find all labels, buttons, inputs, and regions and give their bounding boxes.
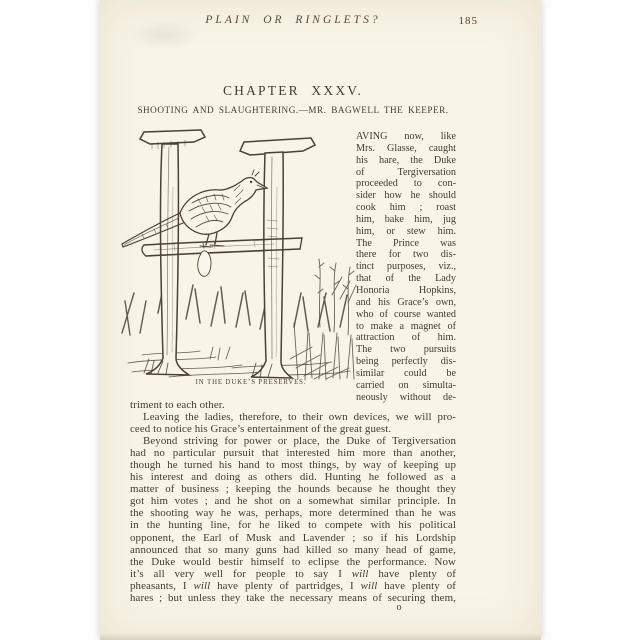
book-page — [100, 0, 541, 640]
letter-h-left-post — [140, 130, 205, 375]
column-line: him, or stew him. — [356, 225, 456, 237]
body-line: hares ; but unless they take the necessary means of securing them, — [130, 591, 456, 604]
chapter-subtitle: SHOOTING AND SLAUGHTERING.—MR. BAGWELL THE KEEPER. — [137, 105, 449, 115]
column-line: cook him ; roast — [356, 202, 456, 214]
column-line: that of the Lady — [356, 273, 456, 285]
column-line: tinct purposes, viz., — [356, 261, 456, 273]
body-text — [130, 399, 456, 604]
column-line: AVING now, like — [356, 131, 456, 142]
body-line: Beyond striving for power or place, the Duke of Tergiversation — [143, 435, 456, 448]
body-line: announced that so many guns had killed so many head of game, — [130, 543, 456, 556]
column-line: The two pursuits — [356, 344, 456, 356]
column-line: to make a magnet of — [356, 320, 456, 332]
body-line: matter of business ; keeping the hounds because he thought they — [130, 483, 456, 496]
ground-sketch — [122, 283, 350, 377]
column-line: carried on simulta- — [356, 379, 456, 391]
body-line: pheasants, I will have plenty of partridges, I will have plenty of — [130, 579, 456, 592]
column-text — [356, 131, 456, 403]
column-line: attraction of him. — [356, 332, 456, 344]
column-line: proceeded to con- — [356, 178, 456, 190]
illustration-caption: IN THE DUKE’S PRESERVES. — [195, 379, 307, 386]
column-line: his hare, the Duke — [356, 154, 456, 166]
printer-signature: o — [396, 602, 402, 613]
pheasant-figure — [122, 170, 267, 276]
page-bottom-shade — [100, 633, 541, 640]
column-line: him, bake him, jug — [356, 213, 456, 225]
body-line: Leaving the ladies, therefore, to their own devices, we will pro- — [143, 411, 456, 424]
body-line: his interest and doing as others did. Hunting he followed as a — [130, 471, 456, 484]
running-title: PLAIN OR RINGLETS? — [205, 14, 381, 26]
body-line: opponent, the Earl of Musk and Lavender ; so if his Lordship — [130, 531, 456, 544]
body-line: ceed to notice his Grace’s entertainment of the great guest. — [130, 423, 392, 436]
column-line: similar could be — [356, 367, 456, 379]
chapter-heading: CHAPTER XXXV. — [222, 83, 364, 98]
column-line: being perfectly dis- — [356, 356, 456, 368]
body-line: the Duke would bestir himself to eclipse the performance. Now — [130, 555, 456, 568]
initial-h-illustration — [114, 127, 359, 383]
body-line: in the hunting line, for he liked to compete with his political — [130, 519, 456, 532]
column-line: of Tergiversation — [356, 166, 456, 178]
column-line: neously without de- — [356, 391, 456, 403]
column-line: there for two dis- — [356, 249, 456, 261]
column-line: Mrs. Glasse, caught — [356, 142, 456, 154]
column-line: sider how he should — [356, 190, 456, 202]
body-line: it’s all very well for people to say I will have plenty of — [130, 567, 456, 580]
column-line: The Prince was — [356, 237, 456, 249]
body-line: had no particular pursuit that interested him more than another, — [130, 447, 456, 460]
body-line: the shooting way he was, perhaps, more determined than he was — [130, 507, 456, 520]
shrub-sketch — [290, 259, 356, 380]
column-line: who of course wanted — [356, 308, 456, 320]
column-line: Honoria Hopkins, — [356, 284, 456, 296]
body-line: triment to each other. — [130, 399, 225, 411]
body-line: though he turned his hand to most things, by way of keeping up — [130, 459, 456, 472]
page-number: 185 — [458, 15, 478, 27]
body-line: got him votes ; and he shot on a somewhat similar principle. In — [130, 495, 456, 508]
column-line: and his Grace’s own, — [356, 296, 456, 308]
letter-h-right-post — [240, 138, 315, 378]
